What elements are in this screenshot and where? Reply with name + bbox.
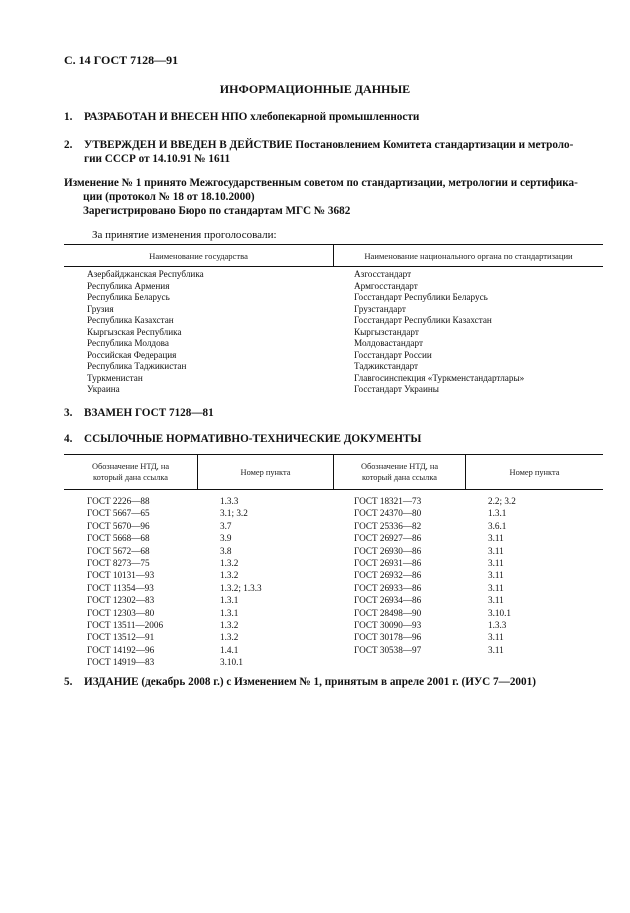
list-item: Республика Таджикистан (87, 361, 187, 371)
column-header-designation (64, 461, 197, 483)
right-docs-list (354, 495, 421, 656)
list-item: ГОСТ 5670—96 (87, 520, 150, 531)
list-item: ГОСТ 26933—86 (354, 582, 422, 593)
list-item: Грузстандарт (354, 303, 406, 314)
list-item: ГОСТ 26931—86 (354, 558, 422, 569)
list-item: 3.9 (220, 533, 232, 544)
section-text-continued: гии СССР от 14.10.91 № 1611 (84, 153, 231, 165)
header-line: который дана ссылка (92, 473, 169, 482)
list-item: 3.10.1 (220, 657, 243, 668)
section-text: УТВЕРЖДЕН И ВВЕДЕН В ДЕЙСТВИЕ Постановлением Комитета стандартизации и метроло- (84, 139, 574, 151)
page-header: С. 14 ГОСТ 7128—91 (64, 53, 179, 67)
list-item: 3.11 (488, 545, 504, 556)
list-item: Молдовастандарт (354, 338, 423, 348)
section-number: 4. (64, 433, 73, 445)
list-item: Главгосинспекция «Туркменстандартлары» (354, 372, 525, 383)
list-item: Кыргызстандарт (354, 326, 419, 337)
list-item: 3.6.1 (488, 520, 507, 531)
header-line: который дана ссылка (361, 473, 438, 482)
list-item: 1.3.3 (488, 620, 507, 631)
list-item: 1.3.2 (220, 570, 239, 581)
list-item: ГОСТ 14192—96 (87, 644, 155, 655)
list-item: 3.11 (488, 570, 504, 581)
list-item: Азербайджанская Республика (87, 269, 204, 279)
list-item: Таджикстандарт (354, 361, 419, 371)
list-item: ГОСТ 13511—2006 (87, 620, 164, 631)
list-item: ГОСТ 5672—68 (87, 545, 150, 556)
section-5 (64, 675, 604, 689)
section-3 (64, 406, 604, 420)
list-item: 3.8 (220, 545, 232, 556)
list-item: ГОСТ 30178—96 (354, 632, 422, 643)
list-item: ГОСТ 5668—68 (87, 533, 150, 544)
states-list (87, 269, 204, 396)
list-item: Кыргызская Республика (87, 326, 182, 337)
section-4 (64, 432, 604, 446)
list-item: Госстандарт Республики Казахстан (354, 315, 492, 325)
section-number: 1. (64, 111, 73, 123)
list-item: ГОСТ 12303—80 (87, 607, 155, 618)
list-item: Грузия (87, 303, 114, 314)
column-header-body: Наименование национального органа по стандартизации (364, 251, 573, 261)
table-rule (64, 266, 603, 267)
list-item: 1.3.1 (220, 595, 239, 606)
list-item: Армгосстандарт (354, 280, 418, 291)
list-item: Госстандарт Украины (354, 384, 439, 394)
change-line-3: Зарегистрировано Бюро по стандартам МГС № 3682 (83, 205, 351, 217)
list-item: 1.3.3 (220, 496, 239, 506)
voted-label: За принятие изменения проголосовали: (92, 229, 277, 241)
list-item: ГОСТ 26932—86 (354, 570, 422, 581)
section-2 (64, 138, 604, 166)
section-text: ВЗАМЕН ГОСТ 7128—81 (84, 407, 214, 419)
list-item: 3.11 (488, 644, 504, 655)
section-text: ССЫЛОЧНЫЕ НОРМАТИВНО-ТЕХНИЧЕСКИЕ ДОКУМЕНТЫ (84, 433, 422, 445)
list-item: ГОСТ 26927—86 (354, 533, 422, 544)
list-item: ГОСТ 26930—86 (354, 545, 422, 556)
list-item: ГОСТ 12302—83 (87, 595, 155, 606)
list-item: Госстандарт Республики Беларусь (354, 292, 488, 302)
list-item: ГОСТ 11354—93 (87, 582, 154, 593)
list-item: 3.11 (488, 595, 504, 606)
list-item: 1.3.1 (488, 508, 507, 519)
list-item: ГОСТ 8273—75 (87, 558, 150, 569)
list-item: Российская Федерация (87, 349, 177, 360)
list-item: Украина (87, 384, 120, 394)
list-item: Азгосстандарт (354, 269, 412, 279)
list-item: Республика Армения (87, 280, 170, 291)
list-item: 3.10.1 (488, 607, 511, 618)
list-item: 1.3.2 (220, 620, 239, 631)
column-header-designation (334, 461, 465, 483)
section-text: ИЗДАНИЕ (декабрь 2008 г.) с Изменением № 1, принятым в апреле 2001 г. (ИУС 7—2001) (84, 676, 536, 688)
table-rule (64, 489, 603, 490)
change-info (64, 176, 604, 218)
right-items-list (488, 495, 516, 656)
list-item: ГОСТ 25336—82 (354, 520, 422, 531)
list-item: 3.11 (488, 632, 504, 643)
page-title: ИНФОРМАЦИОННЫЕ ДАННЫЕ (219, 82, 411, 96)
list-item: ГОСТ 28498—90 (354, 607, 422, 618)
list-item: ГОСТ 5667—65 (87, 508, 150, 519)
list-item: 3.11 (488, 533, 504, 544)
change-line-1: Изменение № 1 принято Межгосударственным советом по стандартизации, метрологии и сертифика- (64, 177, 578, 189)
list-item: ГОСТ 2226—88 (87, 496, 150, 506)
list-item: 1.3.1 (220, 607, 239, 618)
list-item: Республика Беларусь (87, 292, 170, 302)
list-item: Туркменистан (87, 372, 143, 383)
list-item: 1.3.2; 1.3.3 (220, 582, 262, 593)
list-item: ГОСТ 10131—93 (87, 570, 155, 581)
section-number: 2. (64, 139, 73, 151)
list-item: 2.2; 3.2 (488, 496, 516, 506)
list-item: 3.11 (488, 582, 504, 593)
bodies-list (354, 269, 524, 396)
section-text: РАЗРАБОТАН И ВНЕСЕН НПО хлебопекарной промышленности (84, 111, 420, 123)
list-item: ГОСТ 24370—80 (354, 508, 422, 519)
list-item: ГОСТ 30538—97 (354, 644, 422, 655)
list-item: ГОСТ 13512—91 (87, 632, 155, 643)
column-header-state: Наименование государства (149, 251, 248, 261)
list-item: ГОСТ 30090—93 (354, 620, 422, 631)
section-1 (64, 110, 604, 124)
list-item: Республика Молдова (87, 338, 169, 348)
list-item: 3.7 (220, 520, 232, 531)
section-number: 3. (64, 407, 73, 419)
list-item: 1.3.2 (220, 558, 239, 569)
header-line: Обозначение НТД, на (91, 462, 170, 471)
list-item: 3.11 (488, 558, 504, 569)
list-item: ГОСТ 14919—83 (87, 657, 155, 668)
list-item: 1.4.1 (220, 644, 239, 655)
list-item: Республика Казахстан (87, 315, 174, 325)
left-items-list (220, 495, 262, 669)
header-line: Обозначение НТД, на (360, 462, 439, 471)
list-item: 1.3.2 (220, 632, 239, 643)
column-header-item: Номер пункта (240, 468, 291, 477)
change-line-2: ции (протокол № 18 от 18.10.2000) (83, 191, 255, 203)
left-docs-list (87, 495, 163, 669)
section-number: 5. (64, 676, 73, 688)
list-item: ГОСТ 26934—86 (354, 595, 422, 606)
list-item: Госстандарт России (354, 349, 432, 360)
list-item: ГОСТ 18321—73 (354, 496, 422, 506)
list-item: 3.1; 3.2 (220, 508, 248, 519)
column-header-item: Номер пункта (509, 468, 560, 477)
